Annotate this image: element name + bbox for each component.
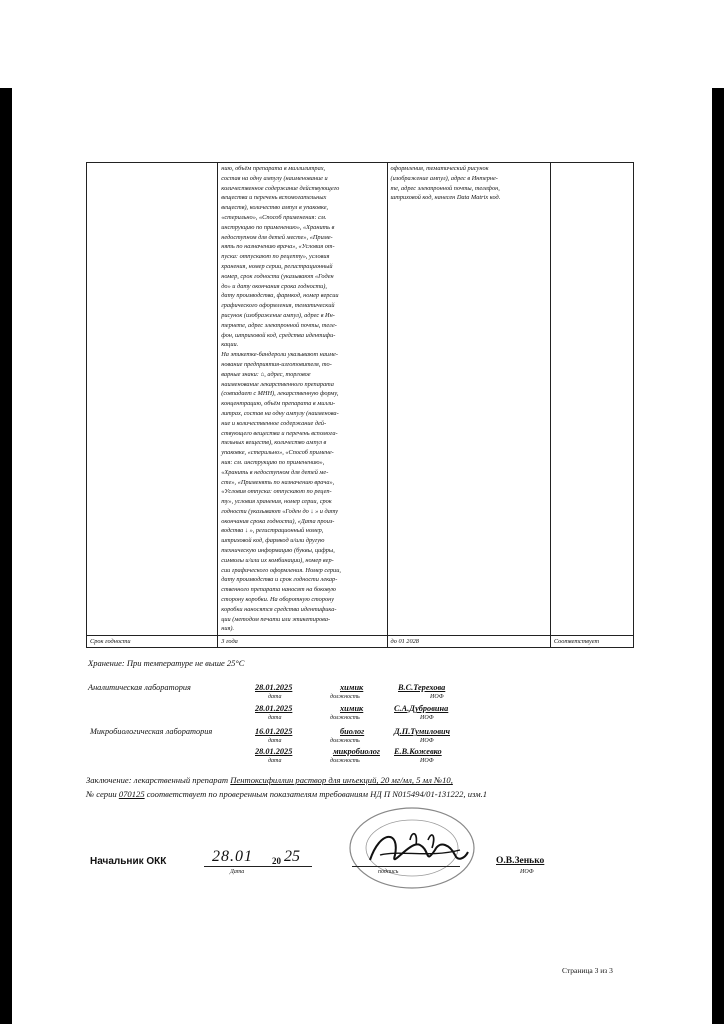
table-row — [87, 636, 634, 648]
table-cell-shelf-label: Срок годности — [87, 636, 218, 648]
caption-position: должность — [330, 738, 360, 744]
signoff-position: микробиолог — [333, 747, 380, 756]
caption-position: должность — [330, 715, 360, 721]
caption-name: ИОФ — [430, 694, 444, 700]
caption-name: ИОФ — [520, 869, 534, 875]
lab-name: Микробиологическая лаборатория — [90, 727, 213, 736]
head-title: Начальник ОКК — [90, 856, 167, 867]
lab-name: Аналитическая лаборатория — [88, 683, 191, 692]
signature-line — [352, 866, 460, 867]
page-number: Страница 3 из 3 — [562, 966, 613, 975]
caption-date: дата — [268, 738, 282, 744]
table-cell-requirements: нию, объём препарата в миллилитрах, состав на одну ампулу (наименование и количественное содержание действующего вещества и перечень вспомогательных веществ), количество ампул в упаковке, «стерильно», «Способ применения: см. инструкцию по применению», «Хранить в недоступном для детей месте», «Приме- нять по назначению врача», «Условия от- пуска: отпускают по рецепту», условия хранения, номер серии, регистрационный номер, срок годности (указывают «Годен до» и дату окончания срока годности), дату производства, фармкод, номер версии графического оформления, тематический рисунок (изображение ампул), адрес в Ин- тернете, адрес электронной почты, теле- фон, штриховой код, средства идентифи- кации. На этикетке-бандероли указывают наиме- нование предприятия-изготовителя, то- варные знаки: ⌂, адрес, торговое наименование лекарственного препарата (совпадает с МНН), лекарственную форму, концентрацию, объём препарата в милли- литрах, состав на одну ампулу (наименова- ние и количественное содержание дей- ствующего вещества и перечень вспомога- тельных веществ), количество ампул в упаковке, «стерильно», «Способ примене- ния: см. инструкцию по применению», «Хранить в недоступном для детей ме- сте», «Применять по назначению врача», «Условия отпуска: отпускают по рецеп- ту», условия хранения, номер серии, срок годности (указывают «Годен до ↓ » и дату окончания срока годности), «Дата произ- водства ↓ », регистрационный номер, штриховой код, фармкод и/или другую техническую информацию (буквы, цифры, символы и/или их комбинации), номер вер- сии графического оформления. Номер серии, дату производства и срок годности лекар- ственного препарата наносят на боковую сторону коробки. На оборотную сторону коробки наносятся средства идентифика- ции (методом печати или этикетирова- ния). — [218, 163, 387, 636]
caption-name: ИОФ — [420, 738, 434, 744]
conclusion-line-2 — [86, 789, 487, 799]
table-cell — [87, 163, 218, 636]
caption-date: Дата — [230, 869, 245, 875]
signoff-position: химик — [340, 683, 364, 692]
signoff-date: 28.01.2025 — [255, 747, 293, 756]
head-name: О.В.Зенько — [496, 856, 545, 866]
table-row — [87, 163, 634, 636]
signoff-position: химик — [340, 704, 364, 713]
caption-name: ИОФ — [420, 715, 434, 721]
signoff-name: В.С.Терехова — [398, 683, 446, 692]
series-number: 070125 — [118, 789, 145, 799]
table-cell-shelf-result: до 01 2028 — [387, 636, 550, 648]
signoff-date: 28.01.2025 — [255, 683, 293, 692]
signoff-date: 28.01.2025 — [255, 704, 293, 713]
handwritten-year: 25 — [284, 848, 300, 865]
signoff-name: Д.П.Тумилович — [394, 727, 450, 736]
caption-date: дата — [268, 694, 282, 700]
conclusion-rest: соответствует по проверенным показателям требованиям НД П N015494/01-131222, изм.1 — [146, 789, 488, 799]
caption-name: ИОФ — [420, 758, 434, 764]
caption-date: дата — [268, 758, 282, 764]
handwritten-date: 28.01 — [212, 848, 253, 865]
caption-position: должность — [330, 694, 360, 700]
table-cell-shelf-conformity: Соответствует — [550, 636, 633, 648]
table-cell — [550, 163, 633, 636]
caption-signature: подпись — [378, 869, 399, 875]
signoff-position: биолог — [340, 727, 365, 736]
table-cell-results: оформления, тематический рисунок (изображение ампул), адрес в Интерне- те, адрес электронной почты, телефон, штриховой код, нанесен Data Matrix код. — [387, 163, 550, 636]
round-stamp-icon — [340, 800, 490, 900]
storage-conditions: Хранение: При температуре не выше 25°С — [88, 658, 245, 668]
date-line — [204, 866, 312, 867]
conclusion-prefix: Заключение: лекарственный препарат — [86, 775, 229, 785]
conclusion-line-1 — [86, 775, 453, 785]
specification-table — [86, 162, 634, 648]
caption-position: должность — [330, 758, 360, 764]
series-label: № серии — [86, 789, 117, 799]
year-prefix: 20 — [272, 856, 281, 866]
signoff-date: 16.01.2025 — [255, 727, 293, 736]
table-cell-shelf-norm: 3 года — [218, 636, 387, 648]
conclusion-product: Пентоксифиллин раствор для инъекций, 20 мг/мл, 5 мл №10, — [230, 775, 453, 785]
signoff-name: Е.В.Кожевко — [394, 747, 442, 756]
caption-date: дата — [268, 715, 282, 721]
signoff-name: С.А.Дубровина — [394, 704, 449, 713]
scan-border-left — [0, 88, 12, 1024]
scan-border-right — [712, 88, 724, 1024]
